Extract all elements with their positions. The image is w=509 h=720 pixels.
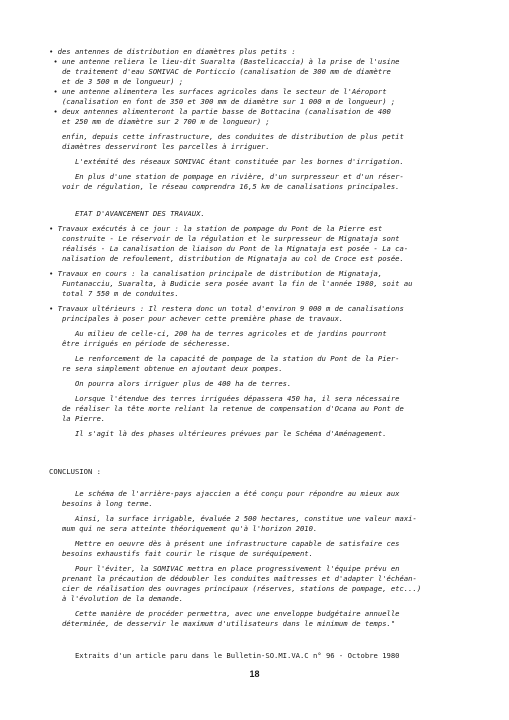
page-number: 18	[249, 669, 260, 679]
text-line: prenant la précaution de dédoubler les conduites maîtresses et d'adapter l'échéan-	[49, 574, 417, 583]
conclusion-heading: CONCLUSION :	[49, 467, 101, 476]
text-line: la Pierre.	[49, 414, 106, 423]
text-line: et de 3 500 m de longueur) ;	[49, 77, 184, 86]
text-line: • Travaux ultérieurs : Il restera donc un total d'environ 9 000 m de canalisations	[49, 304, 404, 313]
text-line: besoins à long terme.	[49, 499, 153, 508]
text-line: L'extémité des réseaux SOMIVAC étant constituée par les bornes d'irrigation.	[49, 157, 404, 166]
text-line: En plus d'une station de pompage en rivière, d'un surpresseur et d'un réser-	[49, 172, 404, 181]
source-note-block	[49, 651, 469, 661]
text-line: • une antenne reliera le lieu-dit Suaralta (Bastelicaccia) à la prise de l'usine	[49, 57, 400, 66]
text-line: de traitement d'eau SOMIVAC de Porticcio (canalisation de 300 mm de diamètre	[49, 67, 391, 76]
text-line: mum qui ne sera atteinte théoriquement qu'à l'horizon 2010.	[49, 524, 318, 533]
text-line: diamètres desserviront les parcelles à irriguer.	[49, 142, 270, 151]
text-line: ETAT D'AVANCEMENT DES TRAVAUX.	[49, 209, 205, 218]
text-line: • une antenne alimentera les surfaces agricoles dans le secteur de l'Aéroport	[49, 87, 387, 96]
conclusion-heading-block	[49, 467, 469, 477]
text-line: nalisation de refoulement, distribution de Mignataja au col de Croce est posée.	[49, 254, 404, 263]
text-line: Au milieu de celle-ci, 200 ha de terres agricoles et de jardins pourront	[49, 329, 387, 338]
section-distribution-antennas	[49, 47, 469, 192]
text-line: total 7 550 m de conduites.	[49, 289, 179, 298]
text-line: à l'évolution de la demande.	[49, 594, 184, 603]
text-line: Il s'agit là des phases ultérieures prévues par le Schéma d'Aménagement.	[49, 429, 387, 438]
text-line: Lorsque l'étendue des terres irriguées dépassera 450 ha, il sera nécessaire	[49, 394, 400, 403]
text-line: • Travaux en cours : la canalisation principale de distribution de Mignataja,	[49, 269, 383, 278]
text-line: réalisés - La canalisation de liaison du Pont de la Mignataja est posée - La ca-	[49, 244, 409, 253]
text-line: • deux antennes alimenteront la partie basse de Bottacina (canalisation de 400	[49, 107, 391, 116]
text-line: Cette manière de procéder permettra, avec une enveloppe budgétaire annuelle	[49, 609, 400, 618]
text-line: besoins exhaustifs fait courir le risque de suréquipement.	[49, 549, 313, 558]
text-line: Funtanacciu, Suaralta, à Budicie sera posée avant la fin de l'année 1980, soit au	[49, 279, 413, 288]
text-line: être irrigués en période de sécheresse.	[49, 339, 231, 348]
text-line: re sera simplement obtenue en ajoutant deux pompes.	[49, 364, 283, 373]
text-line: Le renforcement de la capacité de pompage de la station du Pont de la Pier-	[49, 354, 400, 363]
text-line: déterminée, de desservir le maximum d'utilisateurs dans le minimum de temps."	[49, 619, 396, 628]
text-line: • des antennes de distribution en diamètres plus petits :	[49, 47, 296, 56]
text-line: principales à poser pour achever cette première phase de travaux.	[49, 314, 344, 323]
text-line: voir de régulation, le réseau comprendra 16,5 km de canalisations principales.	[49, 182, 400, 191]
text-line: Le schéma de l'arrière-pays ajaccien a été conçu pour répondre au mieux aux	[49, 489, 400, 498]
text-line: et 250 mm de diamètre sur 2 700 m de longueur) ;	[49, 117, 270, 126]
section-conclusion	[49, 489, 469, 629]
text-line: Mettre en oeuvre dès à présent une infrastructure capable de satisfaire ces	[49, 539, 400, 548]
text-line: cier de réalisation des ouvrages principaux (réserves, stations de pompage, etc...)	[49, 584, 422, 593]
text-line: Ainsi, la surface irrigable, évaluée 2 500 hectares, constitue une valeur maxi-	[49, 514, 417, 523]
text-line: de réaliser la tête morte reliant la retenue de compensation d'Ocana au Pont de	[49, 404, 404, 413]
text-line: On pourra alors irriguer plus de 400 ha de terres.	[49, 379, 292, 388]
text-line: enfin, depuis cette infrastructure, des conduites de distribution de plus petit	[49, 132, 404, 141]
text-line: Pour l'éviter, la SOMIVAC mettra en place progressivement l'équipe prévu en	[49, 564, 400, 573]
text-line: (canalisation en font de 350 et 300 mm de diamètre sur 1 000 m de longueur) ;	[49, 97, 396, 106]
text-line: • Travaux exécutés à ce jour : la station de pompage du Pont de la Pierre est	[49, 224, 383, 233]
section-works-progress	[49, 209, 469, 439]
text-line: construite - Le réservoir de la régulation et le surpresseur de Mignataja sont	[49, 234, 400, 243]
source-note: Extraits d'un article paru dans le Bulletin-SO.MI.VA.C n° 96 - Octobre 1980	[49, 651, 400, 660]
